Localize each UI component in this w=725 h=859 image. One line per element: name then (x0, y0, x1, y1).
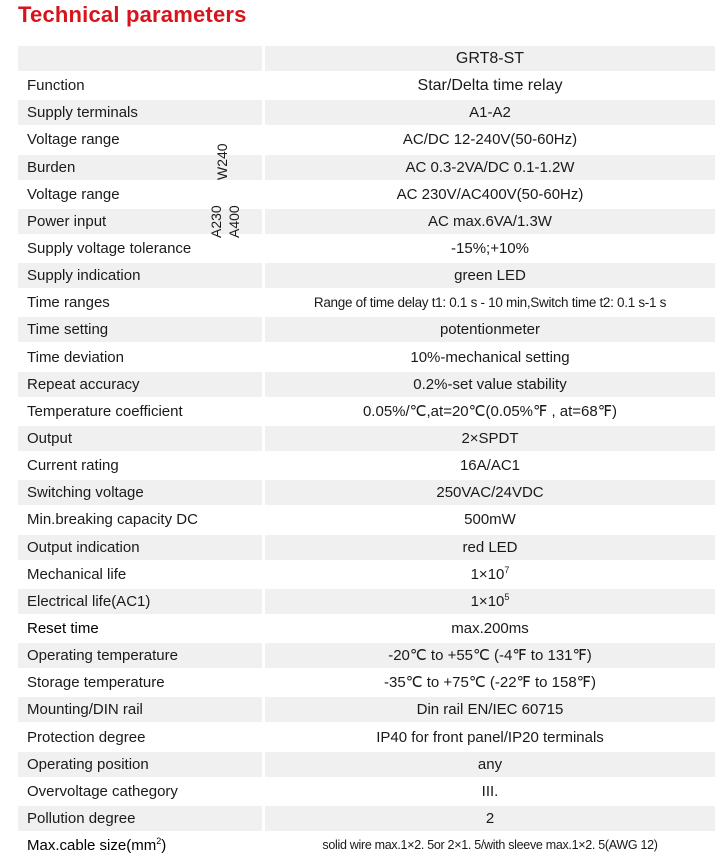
param-label: Repeat accuracy (18, 372, 262, 397)
param-label: Current rating (18, 453, 262, 478)
param-value: any (265, 752, 715, 777)
table-row (18, 181, 715, 208)
table-row (18, 615, 715, 642)
param-value: III. (265, 779, 715, 804)
param-value: 0.2%-set value stability (265, 372, 715, 397)
a400-side-label: A400 (226, 205, 242, 238)
param-value (265, 589, 715, 614)
param-value: AC 230V/AC400V(50-60Hz) (265, 182, 715, 207)
param-label: Output (18, 426, 262, 451)
table-row (18, 805, 715, 832)
param-label: Reset time (18, 616, 262, 641)
table-row (18, 72, 715, 99)
table-row (18, 642, 715, 669)
param-label: Supply voltage tolerance (18, 236, 262, 261)
param-value: 2 (265, 806, 715, 831)
param-value: Range of time delay t1: 0.1 s - 10 min,Switch time t2: 0.1 s-1 s (265, 290, 715, 315)
param-value: -20℃ to +55℃ (-4℉ to 131℉) (265, 643, 715, 668)
param-label: Function (18, 73, 262, 98)
param-value: -15%;+10% (265, 236, 715, 261)
param-label: Voltage range (18, 127, 262, 152)
value-text: 1×10 (470, 565, 505, 583)
param-value: max.200ms (265, 616, 715, 641)
param-label: Protection degree (18, 725, 262, 750)
table-row (18, 316, 715, 343)
param-label: Pollution degree (18, 806, 262, 831)
param-value: green LED (265, 263, 715, 288)
exponent: 5 (504, 591, 510, 602)
param-label (18, 833, 262, 858)
table-row (18, 588, 715, 615)
table-row (18, 669, 715, 696)
table-row (18, 506, 715, 533)
table-row (18, 126, 715, 153)
table-row (18, 289, 715, 316)
parameters-table (18, 45, 715, 859)
table-row (18, 696, 715, 723)
param-label: Supply indication (18, 263, 262, 288)
table-row (18, 452, 715, 479)
table-row (18, 425, 715, 452)
table-row (18, 398, 715, 425)
param-value: 250VAC/24VDC (265, 480, 715, 505)
param-label: Supply terminals (18, 100, 262, 125)
table-row (18, 724, 715, 751)
param-label: Time setting (18, 317, 262, 342)
param-label: Power input (18, 209, 262, 234)
param-label: Operating position (18, 752, 262, 777)
param-value: -35℃ to +75℃ (-22℉ to 158℉) (265, 670, 715, 695)
table-row (18, 832, 715, 859)
table-row (18, 534, 715, 561)
table-row (18, 154, 715, 181)
exponent: 7 (504, 564, 510, 575)
param-label: Time deviation (18, 345, 262, 370)
param-value: Din rail EN/IEC 60715 (265, 697, 715, 722)
table-header-row (18, 45, 715, 72)
table-row (18, 208, 715, 235)
param-label: Electrical life(AC1) (18, 589, 262, 614)
param-label: Operating temperature (18, 643, 262, 668)
table-row (18, 561, 715, 588)
param-value: red LED (265, 535, 715, 560)
param-label: Mechanical life (18, 562, 262, 587)
param-value: AC/DC 12-240V(50-60Hz) (265, 127, 715, 152)
param-label: Mounting/DIN rail (18, 697, 262, 722)
param-value: AC 0.3-2VA/DC 0.1-1.2W (265, 155, 715, 180)
label-text: Max.cable size(mm (27, 837, 157, 855)
table-row (18, 235, 715, 262)
param-label: Overvoltage cathegory (18, 779, 262, 804)
param-value: 0.05%/℃,at=20℃(0.05%℉ , at=68℉) (265, 399, 715, 424)
a230-side-label: A230 (208, 205, 224, 238)
w240-side-label: W240 (214, 143, 230, 180)
table-row (18, 479, 715, 506)
value-text: 1×10 (470, 592, 505, 610)
param-label: Min.breaking capacity DC (18, 507, 262, 532)
param-value: 500mW (265, 507, 715, 532)
param-label: Switching voltage (18, 480, 262, 505)
table-row (18, 371, 715, 398)
header-label-cell (18, 46, 262, 71)
param-label: Burden (18, 155, 262, 180)
table-row (18, 344, 715, 371)
table-row (18, 99, 715, 126)
param-value: IP40 for front panel/IP20 terminals (265, 725, 715, 750)
param-value: Star/Delta time relay (265, 73, 715, 98)
param-label: Storage temperature (18, 670, 262, 695)
param-value: 10%-mechanical setting (265, 345, 715, 370)
param-label: Time ranges (18, 290, 262, 315)
param-value: AC max.6VA/1.3W (265, 209, 715, 234)
param-value: potentionmeter (265, 317, 715, 342)
exponent: 2 (156, 836, 162, 847)
table-row (18, 778, 715, 805)
param-value: 16A/AC1 (265, 453, 715, 478)
model-header: GRT8-ST (265, 46, 715, 71)
param-value: 2×SPDT (265, 426, 715, 451)
table-row (18, 262, 715, 289)
page-title: Technical parameters (18, 2, 247, 27)
param-label: Output indication (18, 535, 262, 560)
table-row (18, 751, 715, 778)
label-end: ) (161, 837, 167, 855)
param-value (265, 562, 715, 587)
param-label: Voltage range (18, 182, 262, 207)
param-label: Temperature coefficient (18, 399, 262, 424)
param-value: A1-A2 (265, 100, 715, 125)
param-value: solid wire max.1×2. 5or 2×1. 5/with sleeve max.1×2. 5(AWG 12) (265, 833, 715, 858)
